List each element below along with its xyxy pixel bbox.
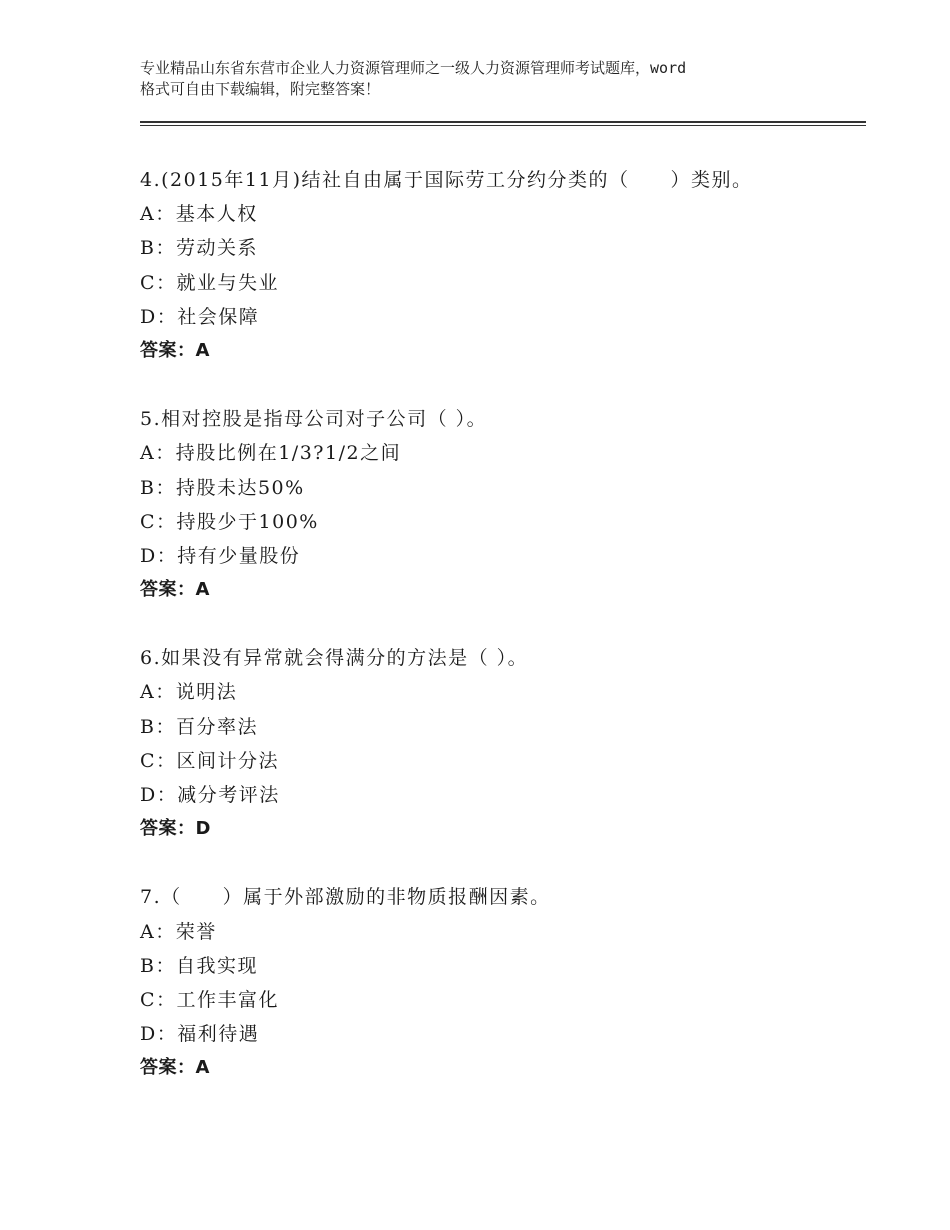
option-c: C：工作丰富化 xyxy=(140,988,280,1011)
option-d: D：减分考评法 xyxy=(140,784,280,806)
answer: 答案：A xyxy=(140,579,210,601)
header-line-2: 格式可自由下载编辑，附完整答案！ xyxy=(140,80,381,98)
option-a: A：说明法 xyxy=(140,681,238,704)
question-list xyxy=(140,163,860,1120)
option-b: B：百分率法 xyxy=(140,715,258,738)
document-header xyxy=(140,58,840,100)
option-a: A：基本人权 xyxy=(140,203,258,226)
question-text: 4.(2015年11月)结社自由属于国际劳工分约分类的（ ）类别。 xyxy=(140,169,753,191)
option-b: B：劳动关系 xyxy=(140,237,258,260)
header-line-1: 专业精品山东省东营市企业人力资源管理师之一级人力资源管理师考试题库，word xyxy=(140,59,687,77)
question-7 xyxy=(140,880,860,1085)
option-a: A：持股比例在1/3?1/2之间 xyxy=(140,442,402,465)
option-b: B：自我实现 xyxy=(140,954,258,977)
question-4 xyxy=(140,163,860,368)
option-c: C：就业与失业 xyxy=(140,271,280,294)
header-rule-thin xyxy=(140,125,866,126)
option-b: B：持股未达50% xyxy=(140,476,305,499)
option-c: C：持股少于100% xyxy=(140,510,319,533)
option-d: D：福利待遇 xyxy=(140,1023,260,1046)
answer: 答案：D xyxy=(140,818,211,840)
header-rule-thick xyxy=(140,121,866,123)
question-text: 6.如果没有异常就会得满分的方法是（ ）。 xyxy=(140,647,529,670)
question-text: 5.相对控股是指母公司对子公司（ ）。 xyxy=(140,408,488,431)
answer: 答案：A xyxy=(140,1057,210,1079)
option-d: D：社会保障 xyxy=(140,305,260,328)
question-6 xyxy=(140,641,860,846)
option-c: C：区间计分法 xyxy=(140,749,280,772)
option-d: D：持有少量股份 xyxy=(140,544,301,567)
answer: 答案：A xyxy=(140,339,210,361)
question-5 xyxy=(140,402,860,607)
question-text: 7.（ ）属于外部激励的非物质报酬因素。 xyxy=(140,886,551,909)
option-a: A：荣誉 xyxy=(140,920,217,943)
